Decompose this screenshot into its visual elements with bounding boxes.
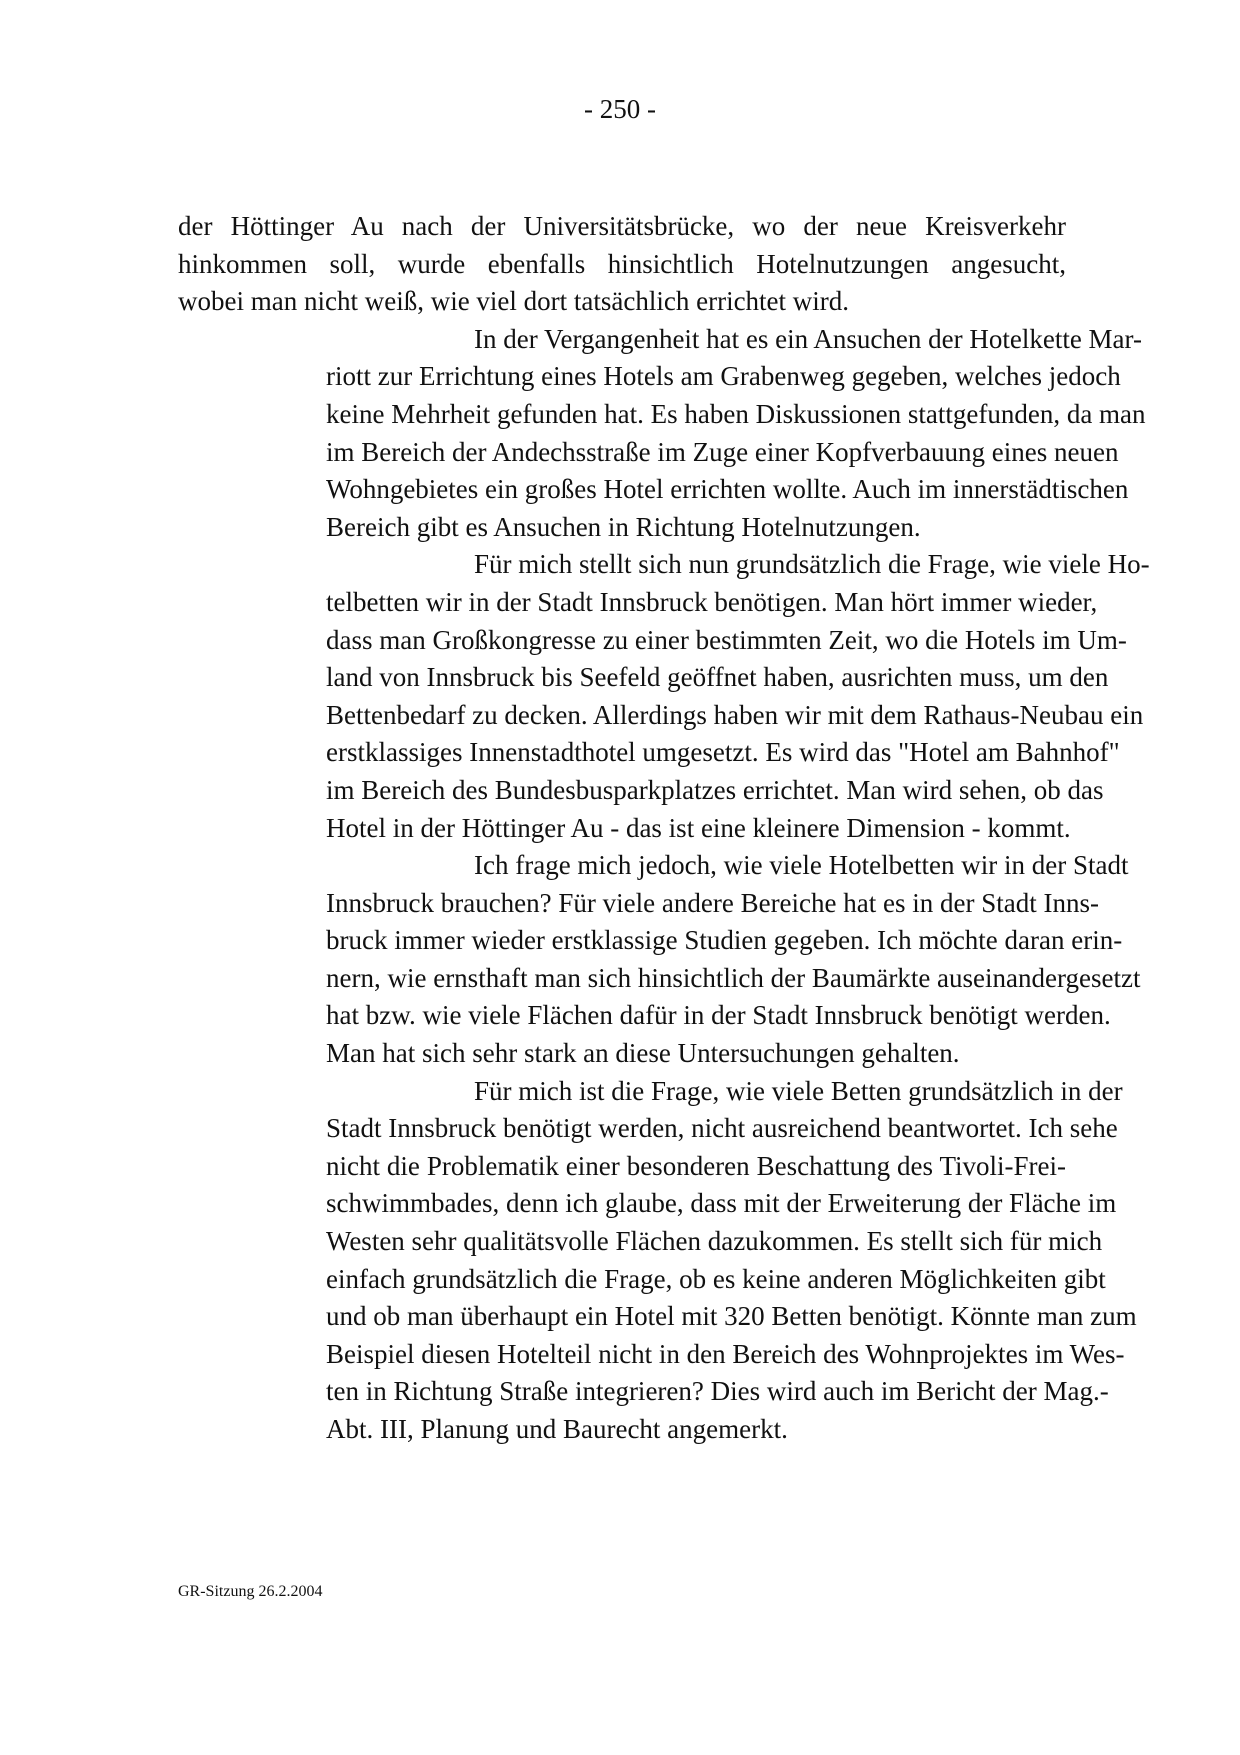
- text-line: und ob man überhaupt ein Hotel mit 320 Betten benötigt. Könnte man zum: [326, 1301, 1137, 1332]
- text-line: dass man Großkongresse zu einer bestimmten Zeit, wo die Hotels im Um-: [326, 624, 1127, 655]
- text-line: hat bzw. wie viele Flächen dafür in der Stadt Innsbruck benötigt werden.: [326, 1000, 1111, 1031]
- text-line: im Bereich der Andechsstraße im Zuge einer Kopfverbauung eines neuen: [326, 436, 1119, 467]
- paragraph-5: [178, 1073, 1137, 1449]
- text-line: Man hat sich sehr stark an diese Untersuchungen gehalten.: [326, 1038, 960, 1069]
- text-line: Für mich stellt sich nun grundsätzlich die Frage, wie viele Ho-: [474, 549, 1150, 580]
- text-line: erstklassiges Innenstadthotel umgesetzt. Es wird das "Hotel am Bahnhof": [326, 737, 1120, 768]
- text-line: der Höttinger Au nach der Universitätsbrücke, wo der neue Kreisverkehr: [178, 211, 1066, 241]
- document-body: [178, 208, 1150, 1449]
- text-line: keine Mehrheit gefunden hat. Es haben Diskussionen stattgefunden, da man: [326, 398, 1146, 429]
- paragraph-4: [178, 847, 1141, 1073]
- text-line: im Bereich des Bundesbusparkplatzes errichtet. Man wird sehen, ob das: [326, 774, 1104, 805]
- text-line: Bereich gibt es Ansuchen in Richtung Hotelnutzungen.: [326, 511, 921, 542]
- text-line: hinkommen soll, wurde ebenfalls hinsichtlich Hotelnutzungen angesucht,: [178, 248, 1066, 279]
- paragraph-3: [178, 546, 1150, 847]
- text-line: ten in Richtung Straße integrieren? Dies wird auch im Bericht der Mag.-: [326, 1376, 1109, 1407]
- text-line: Westen sehr qualitätsvolle Flächen dazukommen. Es stellt sich für mich: [326, 1226, 1103, 1257]
- text-line: schwimmbades, denn ich glaube, dass mit der Erweiterung der Fläche im: [326, 1188, 1117, 1219]
- text-line: Hotel in der Höttinger Au - das ist eine kleinere Dimension - kommt.: [326, 812, 1071, 843]
- paragraph-2: [178, 321, 1146, 547]
- text-line: nern, wie ernsthaft man sich hinsichtlich der Baumärkte auseinandergesetzt: [326, 962, 1141, 993]
- page-number: - 250 -: [584, 94, 656, 124]
- text-line: Ich frage mich jedoch, wie viele Hotelbetten wir in der Stadt: [474, 850, 1129, 881]
- text-line: Wohngebietes ein großes Hotel errichten wollte. Auch im innerstädtischen: [326, 474, 1129, 505]
- text-line: Stadt Innsbruck benötigt werden, nicht ausreichend beantwortet. Ich sehe: [326, 1113, 1118, 1144]
- text-line: riott zur Errichtung eines Hotels am Grabenweg gegeben, welches jedoch: [326, 361, 1121, 392]
- text-line: nicht die Problematik einer besonderen Beschattung des Tivoli-Frei-: [326, 1150, 1066, 1181]
- text-line: Innsbruck brauchen? Für viele andere Bereiche hat es in der Stadt Inns-: [326, 887, 1099, 918]
- text-line: In der Vergangenheit hat es ein Ansuchen der Hotelkette Mar-: [474, 323, 1142, 354]
- text-line: Für mich ist die Frage, wie viele Betten grundsätzlich in der: [474, 1075, 1123, 1106]
- paragraph-1: [178, 208, 1066, 321]
- text-line: einfach grundsätzlich die Frage, ob es keine anderen Möglichkeiten gibt: [326, 1263, 1106, 1294]
- text-line: telbetten wir in der Stadt Innsbruck benötigen. Man hört immer wieder,: [326, 586, 1098, 617]
- footer-session-date: GR-Sitzung 26.2.2004: [178, 1583, 323, 1600]
- text-line: Bettenbedarf zu decken. Allerdings haben wir mit dem Rathaus-Neubau ein: [326, 699, 1144, 730]
- text-line: wobei man nicht weiß, wie viel dort tatsächlich errichtet wird.: [178, 286, 850, 317]
- text-line: Abt. III, Planung und Baurecht angemerkt.: [326, 1414, 788, 1444]
- text-line: bruck immer wieder erstklassige Studien gegeben. Ich möchte daran erin-: [326, 925, 1123, 956]
- text-line: Beispiel diesen Hotelteil nicht in den Bereich des Wohnprojektes im Wes-: [326, 1338, 1125, 1369]
- text-line: land von Innsbruck bis Seefeld geöffnet haben, ausrichten muss, um den: [326, 662, 1109, 693]
